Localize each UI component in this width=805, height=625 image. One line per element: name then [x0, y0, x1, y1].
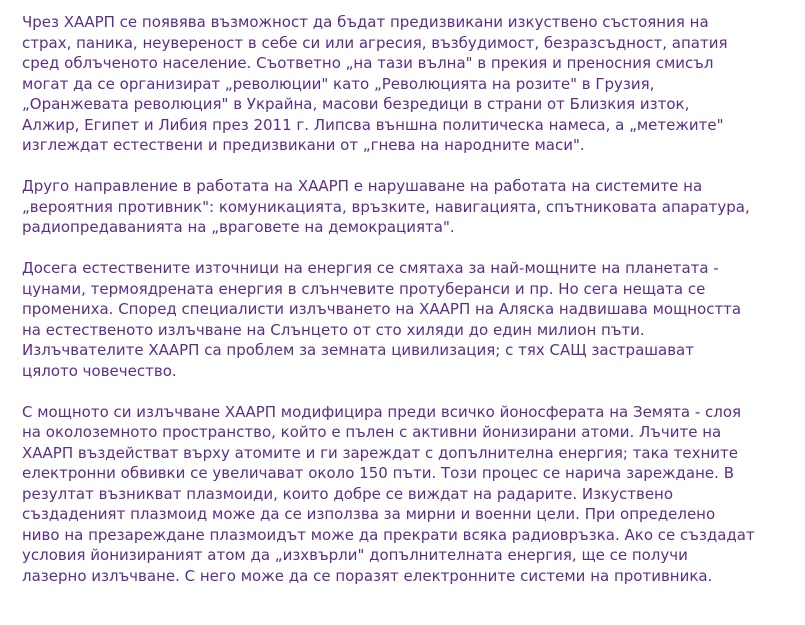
paragraph [22, 402, 792, 587]
paragraph [22, 12, 792, 156]
text-line: изглеждат естествени и предизвикани от „гнева на народните маси". [22, 136, 585, 154]
paragraph [22, 258, 792, 381]
text-line: Досега естествените източници на енергия се смятаха за най-мощните на планетата - [22, 259, 719, 277]
text-line: радиопредаванията на „враговете на демокрацията". [22, 218, 455, 236]
text-line: електронни обвивки се увеличават около 150 пъти. Този процес се нарича зареждане. В [22, 464, 734, 482]
text-line: Алжир, Египет и Либия през 2011 г. Липсва външна политическа намеса, а „метежите" [22, 115, 724, 134]
text-line: Излъчвателите ХААРП са проблем за земната цивилизация; с тях САЩ застрашават [22, 341, 694, 359]
text-line: С мощното си излъчване ХААРП модифицира преди всичко йоносферата на Земята - слоя [22, 402, 742, 421]
text-line: създаденият плазмоид може да се използва за мирни и военни цели. При определено [22, 505, 716, 523]
text-line: резултат възникват плазмоиди, които добре се виждат на радарите. Изкуствено [22, 484, 674, 503]
text-line: могат да се организират „революции" като „Революцията на розите" в Грузия, [22, 74, 655, 93]
text-line: на околоземното пространство, който е пълен с активни йонизирани атоми. Лъчите на [22, 423, 722, 441]
text-line: цялото човечество. [22, 361, 177, 380]
text-line: ХААРП въздействат върху атомите и ги зареждат с допълнителна енергия; така техните [22, 443, 738, 462]
text-line: условия йонизираният атом да „изхвърли" допълнителната енергия, ще се получи [22, 546, 688, 564]
text-line: лазерно излъчване. С него може да се поразят електронните системи на противника. [22, 566, 713, 585]
text-line: страх, паника, неувереност в себе си или агресия, възбудимост, безразсъдност, апатия [22, 33, 728, 52]
text-line: Друго направление в работата на ХААРП е нарушаване на работата на системите на [22, 177, 703, 195]
text-line: промениха. Според специалисти излъчването на ХААРП на Аляска надвишава мощността [22, 300, 742, 318]
text-line: на естественото излъчване на Слънцето от сто хиляди до един милион пъти. [22, 320, 645, 339]
text-line: „Оранжевата революция" в Украйна, масови безредици в страни от Близкия изток, [22, 95, 690, 113]
text-line: ниво на презареждане плазмоидът може да прекрати всяка радиовръзка. Ако се създадат [22, 525, 755, 544]
text-line: Чрез ХААРП се появява възможност да бъдат предизвикани изкуствено състояния на [22, 13, 709, 31]
paragraph [22, 176, 792, 238]
article-body [22, 12, 792, 607]
text-line: цунами, термоядрената енергия в слънчевите протуберанси и пр. Но сега нещата се [22, 279, 706, 298]
text-line: „вероятния противник": комуникацията, връзките, навигацията, спътниковата апаратура, [22, 197, 750, 216]
text-line: сред облъченото население. Съответно „на тази вълна" в прекия и преносния смисъл [22, 54, 714, 72]
